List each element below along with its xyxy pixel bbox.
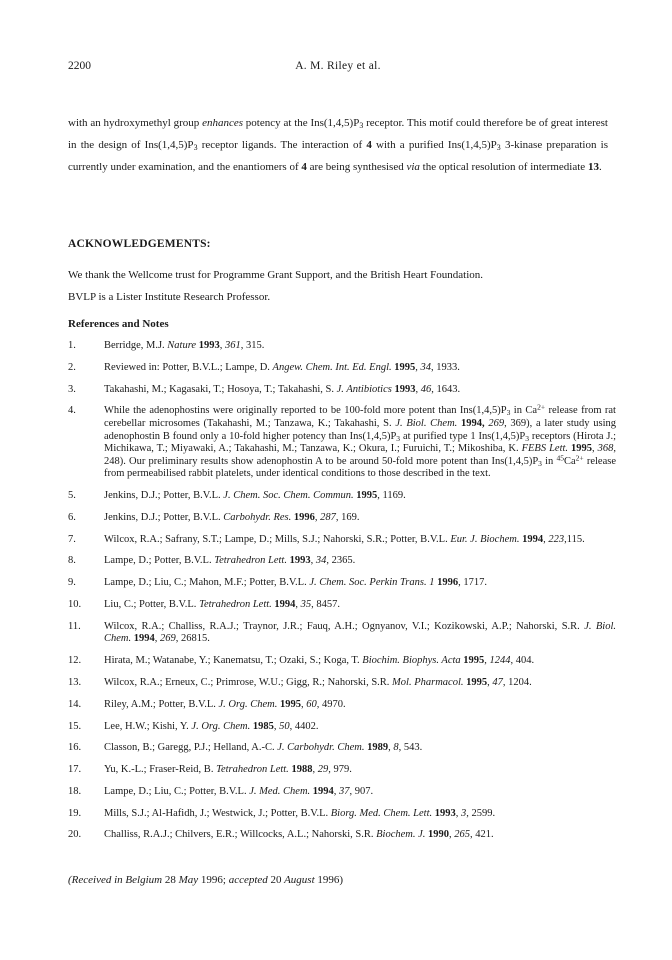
reference-text: Lampe, D.; Liu, C.; Potter, B.V.L. J. Med. Chem. 1994, 37, 907. [104,785,374,797]
reference-number: 19. [68,807,82,819]
reference-text: While the adenophostins were originally reported to be 100-fold more potent than $Ins(1,4,5)P_3$ in $Ca^{2+}$ release from rat cerebellar microsomes (Takahashi, M.; Tanzawa, K.; Takahashi, S. J. Biol. Chem. 1994, 269, 369), a later study using adenophostin B found only a 10-fold higher potency than $Ins(1,4,5)P_3$ at purified type 1 $Ins(1,4,5)P_3$ receptors (Hirota J.; Michikawa, T.; Miyawaki, A.; Takahashi, M.; Tanzawa, K.; Okura, I.; Furuichi, T.; Mikoshiba, K. FEBS Lett. 1995, 368, 248). Our preliminary results show adenophostin A to be around 50-fold more potent than $Ins(1,4,5)P_3$ in $^{45}Ca^{2+}$ release from permeabilised rabbit platelets, under identical conditions to those described in the text. [104,402,617,480]
reference-text: Wilcox, R.A.; Erneux, C.; Primrose, W.U.; Gigg, R.; Nahorski, S.R. Mol. Pharmacol. 1995, 47, 1204. [104,676,532,688]
reference-item [68,534,616,547]
reference-item [68,577,616,590]
acknowledgements-heading: ACKNOWLEDGEMENTS: [68,238,211,250]
reference-item [68,599,616,612]
reference-text: Mills, S.J.; Al-Hafidh, J.; Westwick, J.; Potter, B.V.L. Biorg. Med. Chem. Lett. 1993, 3, 2599. [104,807,496,819]
reference-text: Lee, H.W.; Kishi, Y. J. Org. Chem. 1985, 50, 4402. [104,720,319,732]
reference-number: 14. [68,698,82,710]
reference-item [68,340,616,353]
reference-item [68,742,616,755]
reference-number: 17. [68,764,82,776]
running-header [68,60,608,76]
reference-number: 5. [68,490,76,502]
reference-text: Berridge, M.J. Nature 1993, 361, 315. [104,340,265,351]
body-paragraph: with an hydroxymethyl group enhances potency at the $Ins(1,4,5)P_3$ receptor. This motif could therefore be of great interest in the design of $Ins(1,4,5)P_3$ receptor ligands. The interaction of 4 with a purified $Ins(1,4,5)P_3$ 3-kinase preparation is currently under examination, and the enantiomers of 4 are being synthesised via the optical resolution of intermediate 13. [68,117,609,173]
reference-number: 2. [68,361,76,373]
reference-number: 9. [68,577,76,589]
reference-item [68,512,616,525]
reference-number: 6. [68,511,76,523]
reference-item [68,490,616,503]
reference-number: 13. [68,676,82,688]
acknowledgements-text [68,264,608,308]
reference-text: Wilcox, R.A.; Challiss, R.A.J.; Traynor, J.R.; Fauq, A.H.; Ognyanov, V.I.; Kozikowski, A.P.; Nahorski, S.R. J. Biol. Chem. 1994, 269, 26815. [104,620,616,645]
reference-number: 3. [68,383,76,395]
reference-item [68,808,616,821]
reference-item [68,677,616,690]
reference-text: Lampe, D.; Potter, B.V.L. Tetrahedron Lett. 1993, 34, 2365. [104,555,356,567]
author-running-head [68,60,608,72]
acknowledgement-line-1: We thank the Wellcome trust for Programme Grant Support, and the British Heart Foundation. [68,269,484,281]
reference-text: Jenkins, D.J.; Potter, B.V.L. Carbohydr. Res. 1996, 287, 169. [104,511,360,523]
reference-number: 15. [68,720,82,732]
reference-number: 10. [68,599,82,610]
received-note: (Received in Belgium 28 May 1996; accepted 20 August 1996) [68,874,344,886]
reference-item [68,621,616,646]
reference-text: Hirata, M.; Watanabe, Y.; Kanematsu, T.; Ozaki, S.; Koga, T. Biochim. Biophys. Acta 1995, 1244, 404. [104,655,535,667]
reference-text: Wilcox, R.A.; Safrany, S.T.; Lampe, D.; Mills, S.J.; Nahorski, S.R.; Potter, B.V.L. Eur. J. Biochem. 1994, 223,115. [104,533,585,545]
reference-text: Yu, K.-L.; Fraser-Reid, B. Tetrahedron Lett. 1988, 29, 979. [104,764,352,776]
acknowledgement-line-2: BVLP is a Lister Institute Research Professor. [68,291,271,303]
reference-text: Jenkins, D.J.; Potter, B.V.L. J. Chem. Soc. Chem. Commun. 1995, 1169. [104,490,406,502]
reference-number: 12. [68,655,82,667]
reference-text: Classon, B.; Garegg, P.J.; Helland, A.-C. J. Carbohydr. Chem. 1989, 8, 543. [104,742,423,754]
reference-number: 11. [68,620,81,632]
reference-item [68,786,616,799]
reference-item [68,829,616,842]
reference-item [68,555,616,568]
reference-text: Lampe, D.; Liu, C.; Mahon, M.F.; Potter, B.V.L. J. Chem. Soc. Perkin Trans. 1 1996, 1717. [104,577,487,589]
references-heading: References and Notes [68,318,169,330]
reference-item [68,764,616,777]
reference-item [68,362,616,375]
reference-text: Liu, C.; Potter, B.V.L. Tetrahedron Lett. 1994, 35, 8457. [104,599,341,610]
reference-text: Reviewed in: Potter, B.V.L.; Lampe, D. Angew. Chem. Int. Ed. Engl. 1995, 34, 1933. [104,361,460,373]
reference-number: 20. [68,829,82,841]
reference-item [68,384,616,397]
reference-text: Riley, A.M.; Potter, B.V.L. J. Org. Chem. 1995, 60, 4970. [104,698,346,710]
reference-item [68,699,616,712]
reference-item [68,721,616,734]
reference-item [68,655,616,668]
reference-item [68,402,617,481]
reference-text: Challiss, R.A.J.; Chilvers, E.R.; Willcocks, A.L.; Nahorski, S.R. Biochem. J. 1990, 265, 421. [104,829,494,841]
reference-number: 18. [68,785,82,797]
reference-number: 7. [68,533,76,545]
author-running-head-text: A. M. Riley et al. [295,60,381,72]
reference-text: Takahashi, M.; Kagasaki, T.; Hosoya, T.; Takahashi, S. J. Antibiotics 1993, 46, 1643. [104,383,461,395]
reference-number: 1. [68,340,76,351]
reference-number: 4. [68,405,76,417]
page-number: 2200 [68,60,91,72]
reference-number: 8. [68,555,76,567]
reference-number: 16. [68,742,82,754]
reference-list [68,340,616,851]
